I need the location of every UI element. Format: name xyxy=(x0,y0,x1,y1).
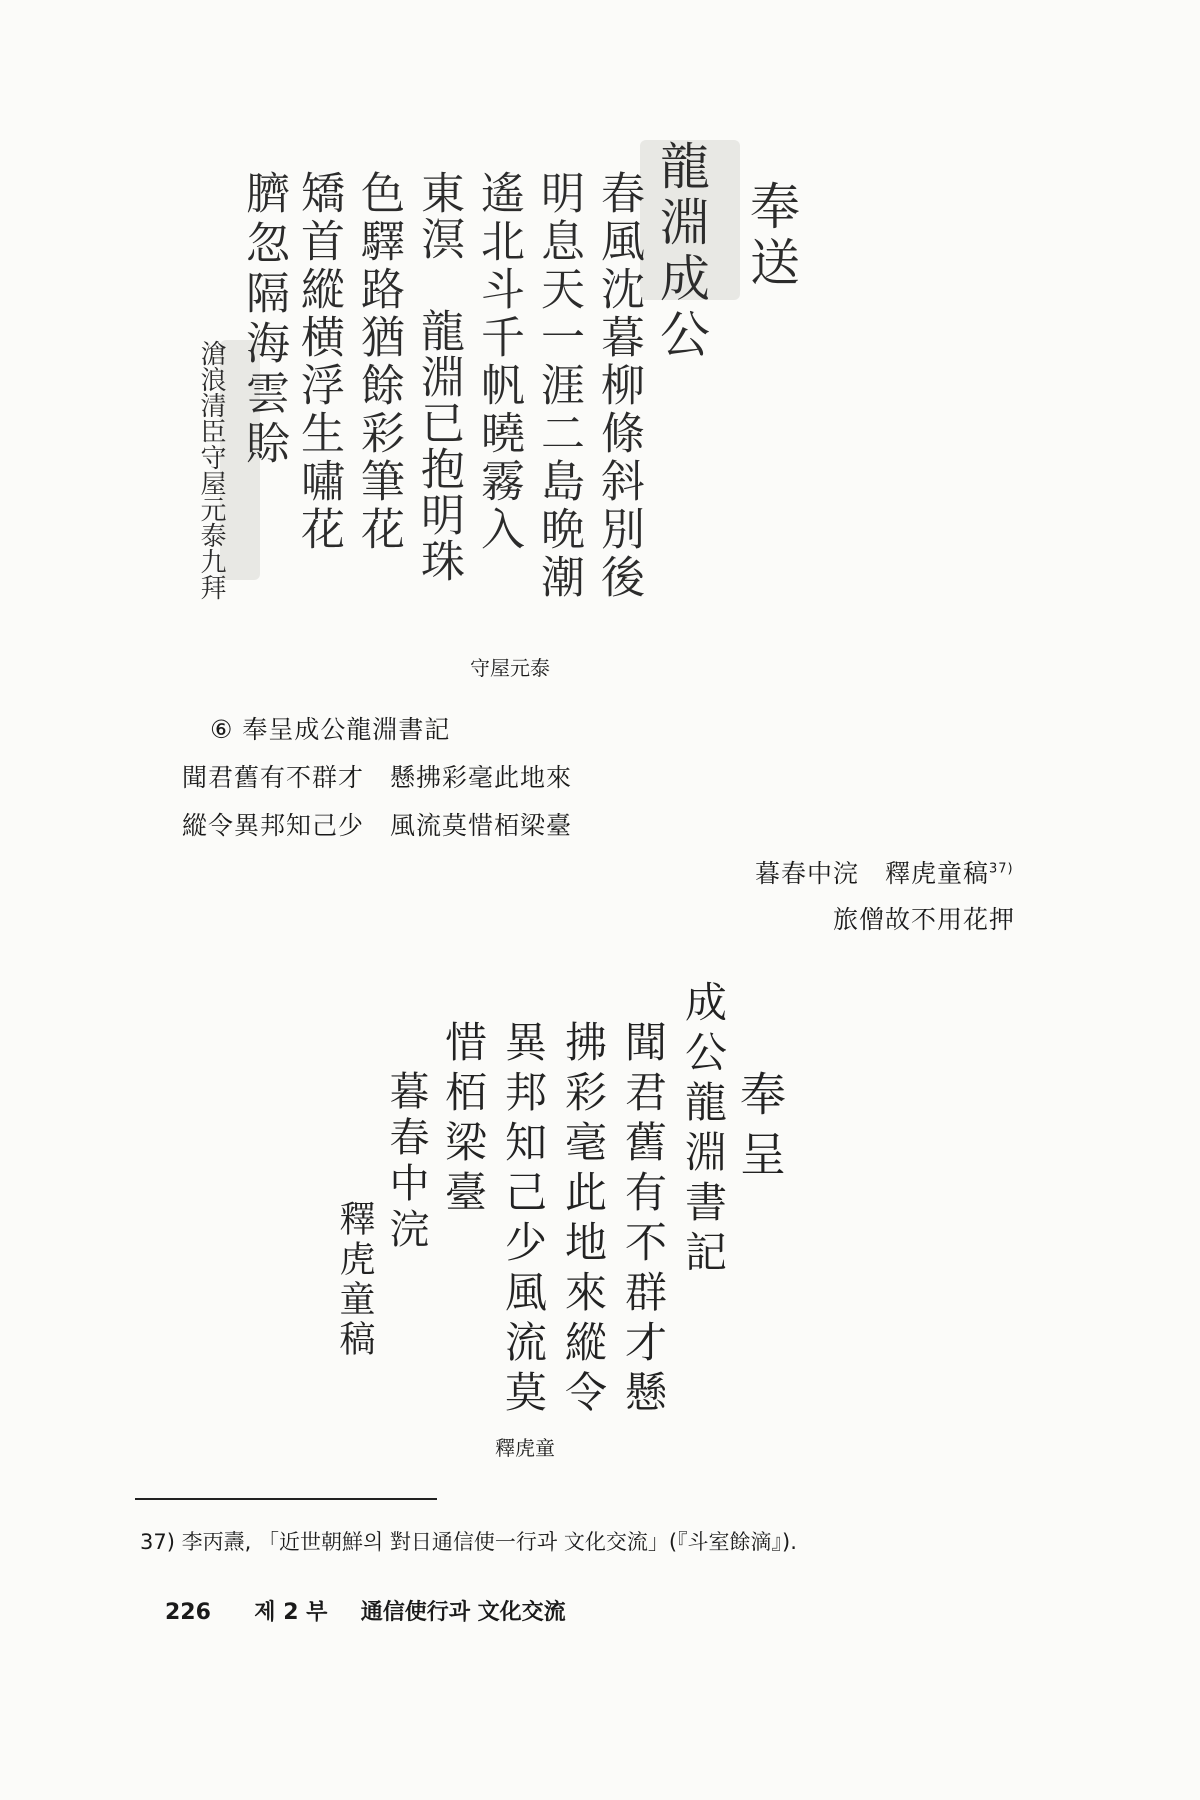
footer-title: 通信使行과 文化交流 xyxy=(360,1600,566,1625)
poem-line: 聞君舊有不群才 懸拂彩毫此地來 xyxy=(182,763,573,792)
poem-signature: 暮春中浣 釋虎童稿$^{37)}$ xyxy=(755,859,1014,888)
calligraphy-signature: 釋虎童稿 xyxy=(334,1200,375,1360)
page-footer xyxy=(165,1595,566,1626)
footnote-ref[interactable]: 37) xyxy=(989,861,1014,877)
calligraphy-column: 惜栢梁臺 xyxy=(439,1020,488,1220)
calligraphy-column: 成公龍淵書記 xyxy=(679,980,728,1280)
footer-part: 제 2 부 xyxy=(254,1600,328,1625)
calligraphy-column: 異邦知己少風流莫 xyxy=(499,1020,548,1420)
calligraphy-column: 色驛路猶餘彩筆花 xyxy=(353,170,404,554)
calligraphy-column: 臍忽隔海雲賒 xyxy=(238,170,289,470)
poem-note: 旅僧故不用花押 xyxy=(833,905,1016,934)
calligraphy-column: 奉呈 xyxy=(733,1070,787,1190)
footnote-text: 37) 李丙燾, 「近世朝鮮의 對日通信使一行과 文化交流」(『斗室餘滴』). xyxy=(140,1530,797,1554)
calligraphy-column: 暮春中浣 xyxy=(383,1070,429,1254)
poem-line: 縱令異邦知己少 風流莫惜栢梁臺 xyxy=(182,811,573,840)
image-caption: 守屋元泰 xyxy=(470,656,550,680)
calligraphy-column: 明息天一涯二島晩潮 xyxy=(533,170,584,602)
calligraphy-image-moriya xyxy=(196,140,870,660)
calligraphy-column: 聞君舊有不群才懸 xyxy=(619,1020,668,1420)
calligraphy-column: 奉送 xyxy=(742,180,800,292)
calligraphy-column: 拂彩毫此地來縱令 xyxy=(559,1020,608,1420)
footnote-divider xyxy=(135,1498,437,1500)
calligraphy-column: 龍淵成公 xyxy=(652,140,710,364)
calligraphy-column: 春風沈暮柳條斜別後 xyxy=(593,170,644,602)
calligraphy-column: 矯首縱横浮生嘯花 xyxy=(293,170,344,554)
calligraphy-column: 東溟 龍淵已抱明珠 xyxy=(413,170,464,584)
calligraphy-column: 遙北斗千帆曉霧入 xyxy=(473,170,524,554)
poem-heading: ⑥ 奉呈成公龍淵書記 xyxy=(210,715,451,744)
image-caption: 釋虎童 xyxy=(495,1436,555,1460)
page-number: 226 xyxy=(165,1600,211,1625)
calligraphy-signature: 滄浪清臣守屋元泰九拜 xyxy=(196,340,226,600)
calligraphy-image-shakokodo xyxy=(334,960,800,1420)
